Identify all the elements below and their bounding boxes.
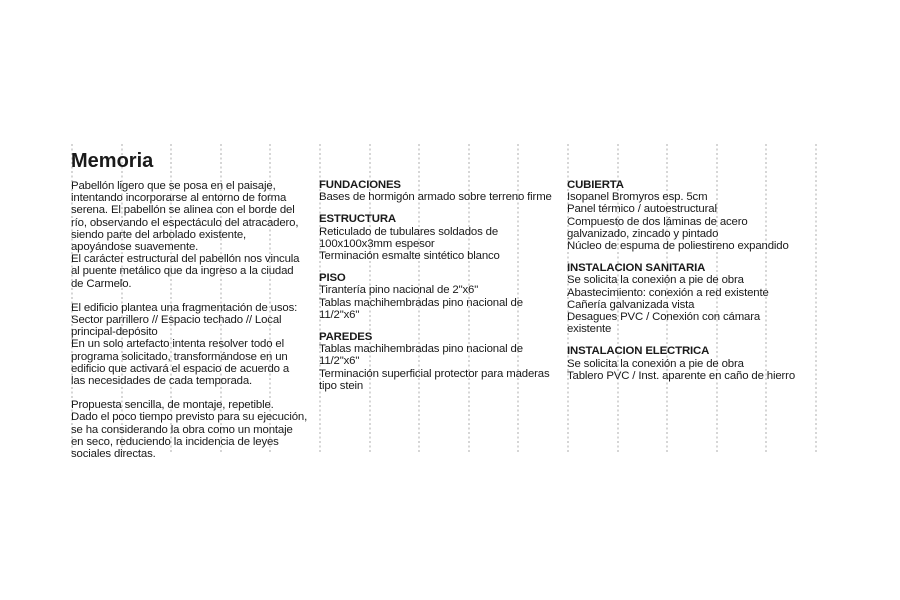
section-heading: PISO [319,272,346,285]
text-line: Sector parrillero // Espacio techado // Local [71,314,282,327]
text-line: en seco, reduciendo la incidencia de leyes [71,435,279,448]
memoria-column [71,150,307,472]
specs-column-services [567,179,817,392]
text-line: tipo stein [319,379,364,392]
text-line: galvanizado, zincado y pintado [567,227,719,240]
memoria-paragraph [71,180,307,290]
section-heading: INSTALACION ELECTRICA [567,345,710,358]
text-line: programa solicitado, transformándose en un [71,350,288,363]
text-line: 100x100x3mm espesor [319,237,435,250]
text-line: El carácter estructural del pabellón nos vincula [71,253,300,266]
text-line: Tablas machihembradas pino nacional de [319,296,523,309]
text-line: Tirantería pino nacional de 2"x6" [319,284,479,297]
text-line: Tablero PVC / Inst. aparente en caño de hierro [567,369,796,382]
text-line: sociales directas. [71,448,156,461]
text-line: Isopanel Bromyros esp. 5cm [567,191,708,204]
section-heading: PAREDES [319,331,373,344]
section-heading: ESTRUCTURA [319,213,396,226]
spec-section-paredes [319,331,559,392]
section-heading: FUNDACIONES [319,179,401,191]
spec-section-fundaciones [319,179,559,203]
text-line: Propuesta sencilla, de montaje, repetible. [71,399,274,412]
section-heading: INSTALACION SANITARIA [567,262,706,275]
text-line: Terminación superficial protector para maderas [319,367,550,380]
text-line: Abastecimiento: conexión a red existente [567,286,769,299]
text-line: Se solicita la conexión a pie de obra [567,357,744,370]
text-line: Terminación esmalte sintético blanco [319,250,500,263]
spec-section-estructura [319,213,559,262]
page-title: Memoria [71,150,154,172]
text-line: Se solicita la conexión a pie de obra [567,274,744,287]
text-line: al puente metálico que da ingreso a la ciudad [71,265,294,278]
text-line: Pabellón ligero que se posa en el paisaje, [71,180,276,192]
text-line: las necesidades de cada temporada. [71,375,253,388]
text-line: siendo parte del arbolado existente, [71,228,247,241]
text-line: intentando incorporarse al entorno de forma [71,192,287,205]
spec-section-electrica [567,345,817,382]
text-line: serena. El pabellón se alinea con el borde del [71,204,295,217]
text-line: de Carmelo. [71,277,132,290]
text-line: principal-depósito [71,326,158,339]
section-heading: CUBIERTA [567,179,624,191]
text-line: Panel térmico / autoestructural [567,203,717,216]
text-line: edificio que activará el espacio de acuerdo a [71,362,290,375]
spec-section-piso [319,272,559,321]
text-line: río, observando el espectáculo del atracadero, [71,216,299,229]
text-line: En un solo artefacto intenta resolver todo el [71,338,284,351]
specs-column-construction [319,179,559,402]
text-line: Bases de hormigón armado sobre terreno firme [319,191,552,204]
text-line: 11/2"x6" [319,308,360,321]
text-line: 11/2"x6" [319,355,360,368]
text-line: Cañería galvanizada vista [567,298,695,311]
text-line: se ha considerando la obra como un montaje [71,423,293,436]
text-line: El edificio plantea una fragmentación de usos: [71,301,298,314]
text-line: apoyándose suavemente. [71,241,199,254]
memoria-paragraph [71,399,307,460]
text-line: Dado el poco tiempo previsto para su ejecución, [71,411,308,424]
spec-section-sanitaria [567,262,817,335]
text-line: Compuesto de dos láminas de acero [567,215,748,228]
spec-section-cubierta [567,179,817,252]
memoria-paragraph [71,302,307,387]
text-line: existente [567,323,612,336]
text-line: Tablas machihembradas pino nacional de [319,343,523,356]
text-line: Núcleo de espuma de poliestireno expandido [567,240,789,253]
text-line: Desagues PVC / Conexión con cámara [567,311,761,324]
text-line: Reticulado de tubulares soldados de [319,225,499,238]
